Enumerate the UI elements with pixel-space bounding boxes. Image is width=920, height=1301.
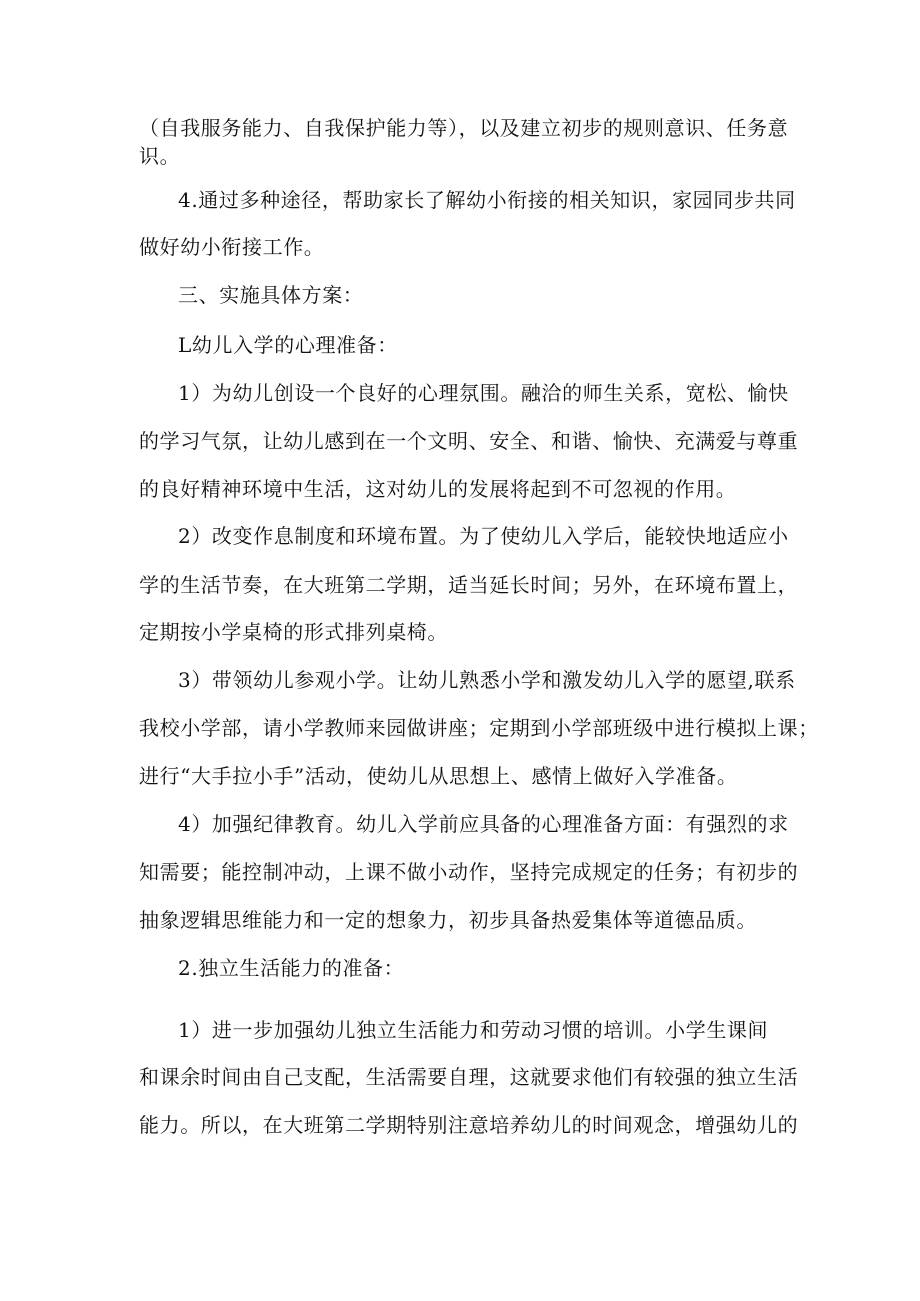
- paragraph-line: 抽象逻辑思维能力和一定的想象力，初步具备热爱集体等道德品质。: [139, 908, 757, 932]
- paragraph-line: 1）进一步加强幼儿独立生活能力和劳动习惯的培训。小学生课间: [178, 1018, 769, 1042]
- paragraph-line: 的学习气氛，让幼儿感到在一个文明、安全、和谐、愉快、充满爱与尊重: [139, 429, 799, 453]
- paragraph-line: 识。: [139, 144, 181, 168]
- paragraph-line: 2）改变作息制度和环境布置。为了使幼儿入学后，能较快地适应小: [178, 524, 789, 548]
- paragraph-line: 1）为幼儿创设一个良好的心理氛围。融洽的师生关系，宽松、愉快: [178, 381, 789, 405]
- subsection-heading: 2.独立生活能力的准备：: [178, 956, 405, 980]
- paragraph-line: 4.通过多种途径，帮助家长了解幼小衔接的相关知识，家园同步共同: [178, 188, 796, 212]
- paragraph-line: 4）加强纪律教育。幼儿入学前应具备的心理准备方面：有强烈的求: [178, 812, 789, 836]
- paragraph-line: 学的生活节奏，在大班第二学期，适当延长时间；另外，在环境布置上，: [139, 573, 799, 597]
- paragraph-line: 定期按小学桌椅的形式排列桌椅。: [139, 620, 448, 644]
- paragraph-line: 进行“大手拉小手”活动，使幼儿从思想上、感情上做好入学准备。: [139, 764, 738, 788]
- subsection-heading: L幼儿入学的心理准备：: [178, 333, 398, 357]
- paragraph-line: 和课余时间由自己支配，生活需要自理，这就要求他们有较强的独立生活: [139, 1065, 799, 1089]
- paragraph-line: 3）带领幼儿参观小学。让幼儿熟悉小学和激发幼儿入学的愿望,联系: [178, 668, 796, 692]
- paragraph-line: （自我服务能力、自我保护能力等），以及建立初步的规则意识、任务意: [139, 116, 789, 140]
- paragraph-line: 能力。所以，在大班第二学期特别注意培养幼儿的时间观念，增强幼儿的: [139, 1113, 799, 1137]
- paragraph-line: 的良好精神环境中生活，这对幼儿的发展将起到不可忽视的作用。: [139, 477, 737, 501]
- paragraph-line: 我校小学部，请小学教师来园做讲座；定期到小学部班级中进行模拟上课；: [139, 716, 819, 740]
- section-heading: 三、实施具体方案：: [178, 283, 364, 307]
- paragraph-line: 知需要；能控制冲动，上课不做小动作，坚持完成规定的任务；有初步的: [139, 860, 799, 884]
- paragraph-line: 做好幼小衔接工作。: [139, 235, 325, 259]
